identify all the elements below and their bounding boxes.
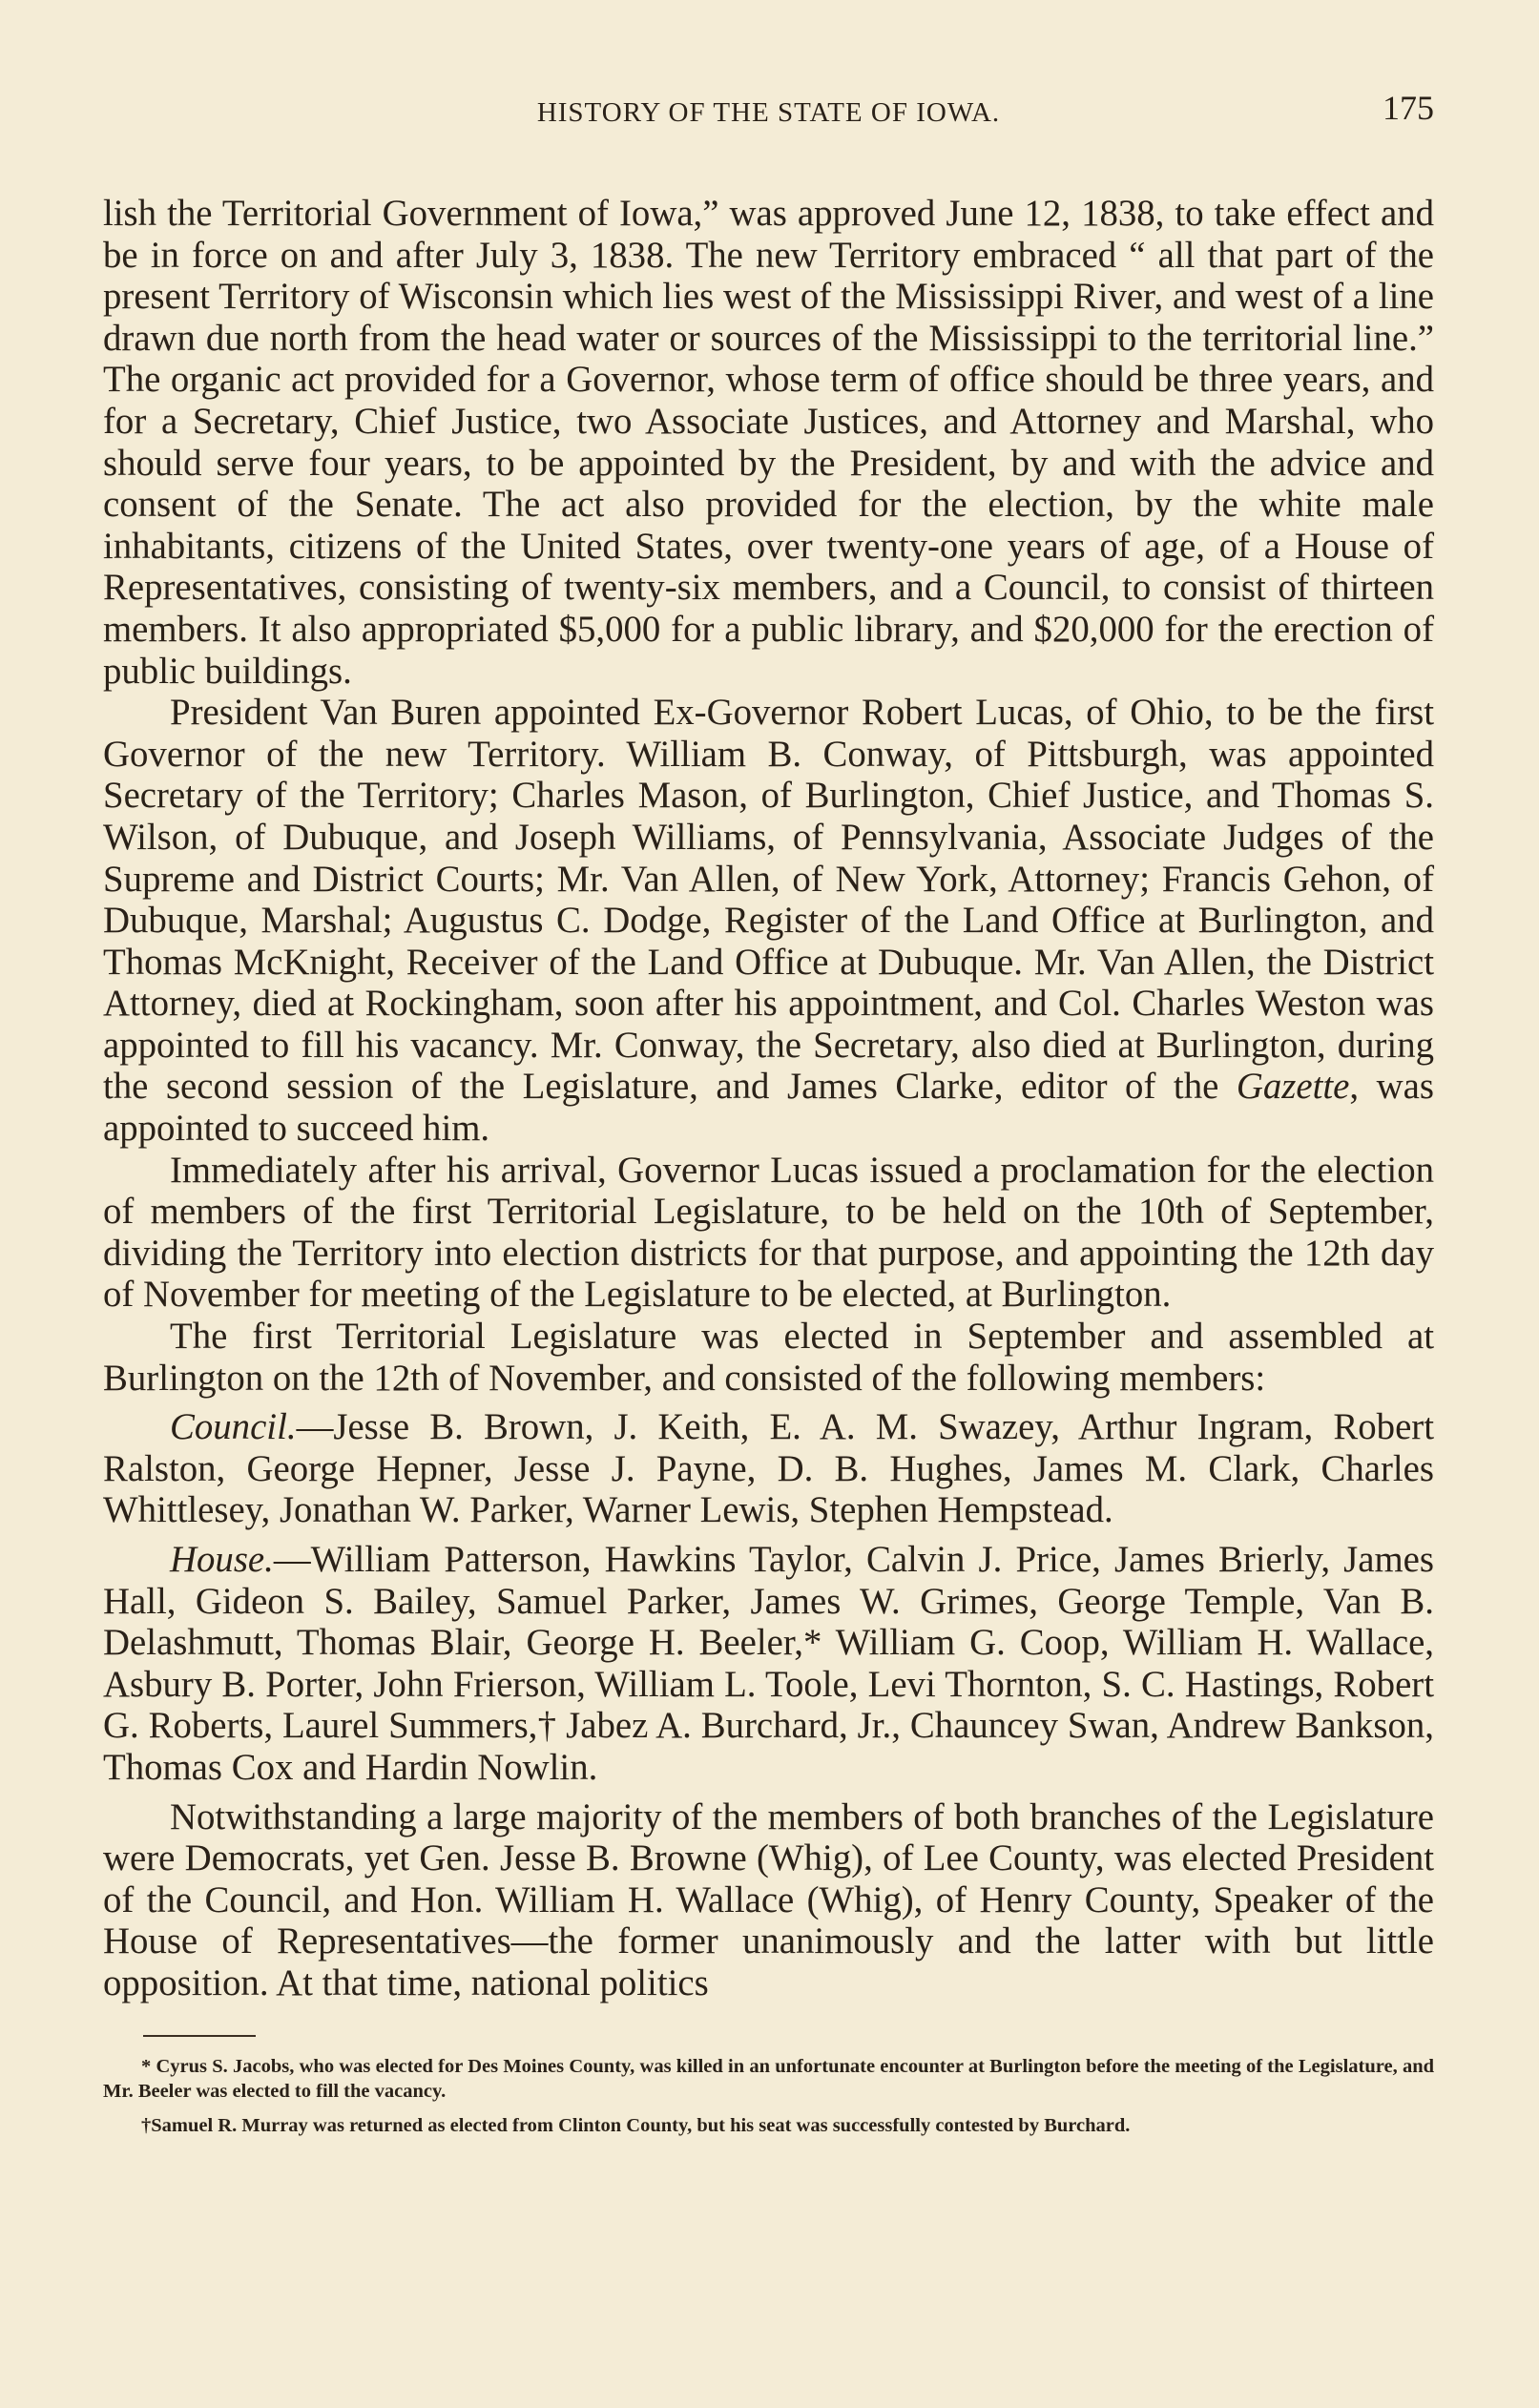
house-label: House.: [170, 1539, 274, 1580]
footnote-divider: [143, 2035, 256, 2037]
council-label: Council.: [170, 1406, 297, 1448]
footnote: †Samuel R. Murray was returned as elected from Clinton County, but his seat was successfully contested by Burchard.: [141, 2114, 1131, 2136]
council-members-paragraph: [103, 1406, 1434, 1531]
paragraph: [103, 1150, 1434, 1316]
paragraph: [103, 193, 1434, 692]
paragraph-text: lish the Territorial Government of Iowa,” was approved June 12, 1838, to take effect and be in force on and after July 3, 1838. The new Territory embraced “ all that part of the present Territory of Wisconsin which lies west of the Mississippi River, and west of a line drawn due north from the head water or sources of the Mississippi to the territorial line.” The organic act provided for a Governor, whose term of office should be three years, and for a Secretary, Chief Justice, two Associate Justices, and Attorney and Marshal, who should serve four years, to be appointed by the President, by and with the advice and consent of the Senate. The act also provided for the election, by the white male inhabitants, citizens of the United States, over twenty-one years of age, of a House of Representatives, consisting of twenty-six members, and a Council, to consist of thirteen members. It also appropriated $5,000 for a public library, and $20,000 for the erection of public buildings.: [103, 193, 1434, 692]
council-members-list: —Jesse B. Brown, J. Keith, E. A. M. Swazey, Arthur Ingram, Robert Ralston, George Hepner, Jesse J. Payne, D. B. Hughes, James M. Clark, Charles Whittlesey, Jonathan W. Parker, Warner Lewis, Stephen Hempstead.: [103, 1406, 1434, 1531]
body-text: [103, 193, 1434, 2004]
running-head: [103, 88, 1434, 135]
paragraph: [103, 1316, 1434, 1399]
footnotes: [103, 2054, 1434, 2138]
paragraph-text: Immediately after his arrival, Governor Lucas issued a proclamation for the election of members of the first Territorial Legislature, to be held on the 10th of September, dividing the Territory into election districts for that purpose, and appointing the 12th day of November for meeting of the Legislature to be elected, at Burlington.: [103, 1149, 1434, 1316]
footnote: * Cyrus S. Jacobs, who was elected for Des Moines County, was killed in an unfortunate encounter at Burlington before the meeting of the Legislature, and Mr. Beeler was elected to fill the vacancy.: [103, 2055, 1434, 2102]
paragraph: [103, 1796, 1434, 2004]
paragraph-text: Notwithstanding a large majority of the members of both branches of the Legislature were Democrats, yet Gen. Jesse B. Browne (Whig), of Lee County, was elected President of the Council, and Hon. William H. Wallace (Whig), of Henry County, Speaker of the House of Representatives—the former unanimously and the latter with but little opposition. At that time, national politics: [103, 1796, 1434, 2003]
paragraph-text: President Van Buren appointed Ex-Governor Robert Lucas, of Ohio, to be the first Governor of the new Territory. William B. Conway, of Pittsburgh, was appointed Secretary of the Territory; Charles Mason, of Burlington, Chief Justice, and Thomas S. Wilson, of Dubuque, and Joseph Williams, of Pennsylvania, Associate Judges of the Supreme and District Courts; Mr. Van Allen, of New York, Attorney; Francis Gehon, of Dubuque, Marshal; Augustus C. Dodge, Register of the Land Office at Burlington, and Thomas McKnight, Receiver of the Land Office at Dubuque. Mr. Van Allen, the District Attorney, died at Rockingham, soon after his appointment, and Col. Charles Weston was appointed to fill his vacancy. Mr. Conway, the Secretary, also died at Burlington, during the second session of the Legislature, and James Clarke, editor of the: [103, 692, 1434, 1108]
running-title: HISTORY OF THE STATE OF IOWA.: [536, 97, 1001, 128]
paragraph-text-continued: , was appointed to succeed him.: [103, 1066, 1434, 1150]
paragraph-text: The first Territorial Legislature was elected in September and assembled at Burlington on the 12th of November, and consisted of the following members:: [103, 1316, 1434, 1399]
house-members-list: —William Patterson, Hawkins Taylor, Calvin J. Price, James Brierly, James Hall, Gideon S. Bailey, Samuel Parker, James W. Grimes, George Temple, Van B. Delashmutt, Thomas Blair, George H. Beeler,* William G. Coop, William H. Wallace, Asbury B. Porter, John Frierson, William L. Toole, Levi Thornton, S. C. Hastings, Robert G. Roberts, Laurel Summers,† Jabez A. Burchard, Jr., Chauncey Swan, Andrew Bankson, Thomas Cox and Hardin Nowlin.: [103, 1539, 1434, 1788]
paragraph: [103, 692, 1434, 1150]
page-number: 175: [1383, 89, 1434, 127]
newspaper-title: Gazette: [1236, 1066, 1350, 1108]
house-members-paragraph: [103, 1539, 1434, 1789]
